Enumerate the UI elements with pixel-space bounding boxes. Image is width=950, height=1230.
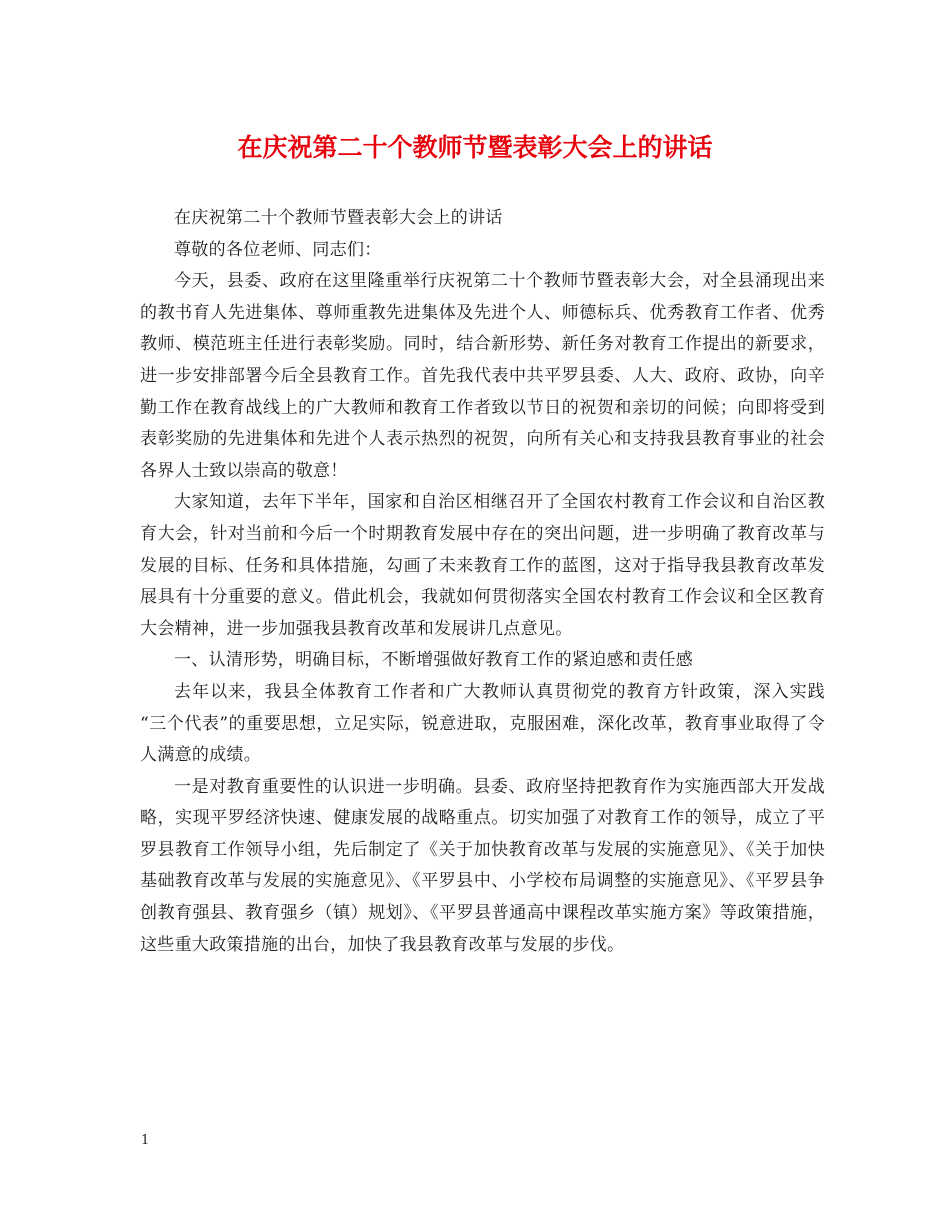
- document-body: [140, 203, 825, 961]
- paragraph-context: 大家知道，去年下半年，国家和自治区相继召开了全国农村教育工作会议和自治区教育大会，针对当前和今后一个时期教育发展中存在的突出问题，进一步明确了教育改革与发展的目标、任务和具体措施，勾画了未来教育工作的蓝图，这对于指导我县教育改革发展具有十分重要的意义。借此机会，我就如何贯彻落实全国农村教育工作会议和全区教育大会精神，进一步加强我县教育改革和发展讲几点意见。: [140, 492, 825, 639]
- paragraph-point-one: 一是对教育重要性的认识进一步明确。县委、政府坚持把教育作为实施西部大开发战略，实现平罗经济快速、健康发展的战略重点。切实加强了对教育工作的领导，成立了平罗县教育工作领导小组，先后制定了《关于加快教育改革与发展的实施意见》、《关于加快基础教育改革与发展的实施意见》、《平罗县中、小学校布局调整的实施意见》、《平罗县争创教育强县、教育强乡（镇）规划》、《平罗县普通高中课程改革实施方案》等政策措施，这些重大政策措施的出台，加快了我县教育改革与发展的步伐。: [140, 776, 825, 955]
- paragraph-achievements: 去年以来，我县全体教育工作者和广大教师认真贯彻党的教育方针政策，深入实践 “三个代表”的重要思想，立足实际，锐意进取，克服困难，深化改革，教育事业取得了令人满意的成绩。: [140, 681, 825, 766]
- section-heading-1: 一、认清形势，明确目标，不断增强做好教育工作的紧迫感和责任感: [174, 650, 693, 671]
- paragraph-salutation: 尊敬的各位老师、同志们：: [174, 239, 382, 260]
- paragraph-opening: 今天，县委、政府在这里隆重举行庆祝第二十个教师节暨表彰大会，对全县涌现出来的教书育人先进集体、尊师重教先进集体及先进个人、师德标兵、优秀教育工作者、优秀教师、模范班主任进行表彰奖励。同时，结合新形势、新任务对教育工作提出的新要求，进一步安排部署今后全县教育工作。首先我代表中共平罗县委、人大、政府、政协，向辛勤工作在教育战线上的广大教师和教育工作者致以节日的祝贺和亲切的问候；向即将受到表彰奖励的先进集体和先进个人表示热烈的祝贺，向所有关心和支持我县教育事业的社会各界人士致以崇高的敬意！: [140, 271, 825, 481]
- document-title: 在庆祝第二十个教师节暨表彰大会上的讲话: [237, 133, 713, 162]
- paragraph-subtitle: 在庆祝第二十个教师节暨表彰大会上的讲话: [174, 208, 503, 228]
- page-number: 1: [141, 1133, 150, 1148]
